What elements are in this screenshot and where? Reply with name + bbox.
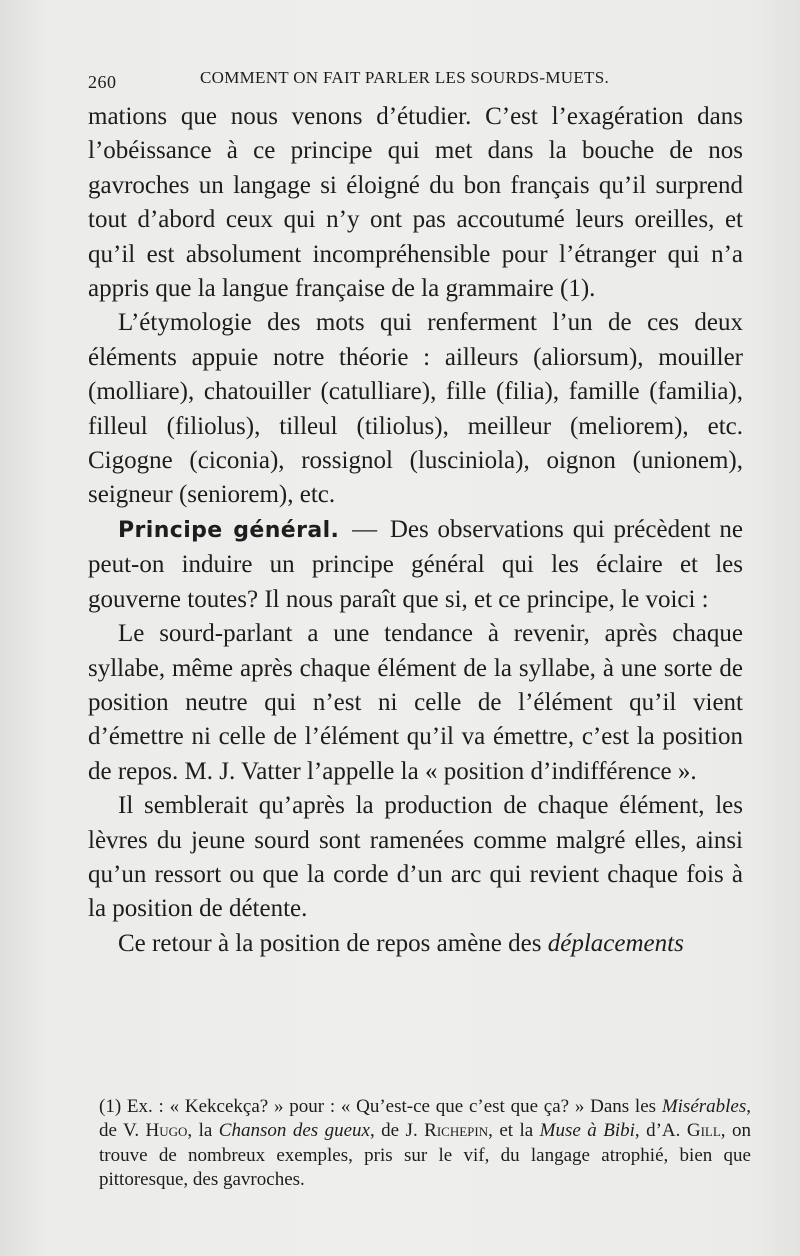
footnote-author-hugo: Hugo: [145, 1120, 188, 1142]
em-dash: —: [352, 515, 378, 543]
section-heading: Principe général.: [118, 517, 340, 543]
footnote-text: , et la: [488, 1120, 534, 1142]
paragraph-principe-text: Des observations qui précèdent ne peut-on induire un principe général qui les éclaire et les gouverne toutes? Il nous paraît que si, et ce principe, le voici :: [88, 515, 743, 613]
paragraph-levres: Il semblerait qu’après la production de chaque élément, les lèvres du jeune sourd sont ramenées comme malgré elles, ainsi qu’un ressort ou que la corde d’un arc qui revient chaque fois à la position de détente.: [88, 792, 743, 923]
page-number: 260: [88, 72, 117, 92]
running-header: [88, 64, 648, 94]
footnote: [99, 1095, 751, 1193]
paragraph-retour-text: Ce retour à la position de repos amène des: [118, 929, 542, 957]
footnote-title-chanson: Chanson des gueux: [218, 1120, 370, 1142]
paragraph-principe-general: [88, 513, 743, 617]
running-title: COMMENT ON FAIT PARLER LES SOURDS-MUETS.: [200, 68, 610, 87]
footnote-author-richepin: Richepin: [424, 1120, 489, 1142]
footnote-title-muse: Muse à Bibi: [539, 1120, 635, 1142]
footnote-text: , de V.: [99, 1096, 752, 1142]
main-text: [88, 100, 743, 961]
paragraph-sourd-parlant: Le sourd-parlant a une tendance à revenir, après chaque syllabe, même après chaque élément de la syllabe, à une sorte de position neutre qui n’est ni celle de l’élément qu’il vient d’émettre ni celle de l’élément qu’il va émettre, c’est la position de repos. M. J. Vatter l’appelle la « position d’indifférence ».: [88, 620, 743, 785]
footnote-title-miserables: Misérables: [661, 1096, 747, 1117]
paragraph-etymology: L’étymologie des mots qui renferment l’un de ces deux éléments appuie notre théorie : ailleurs (aliorsum), mouiller (molliare), chatouiller (catulliare), fille (filia), famille (familia), filleul (filiolus), tilleul (tiliolus), meilleur (meliorem), etc. Cigogne (ciconia), rossignol (lusciniola), oignon (unionem), seigneur (seniorem), etc.: [88, 309, 743, 509]
paragraph-continuation: mations que nous venons d’étudier. C’est l’exagération dans l’obéissance à ce principe qui met dans la bouche de nos gavroches un langage si éloigné du bon français qu’il surprend tout d’abord ceux qui n’y ont pas accoutumé leurs oreilles, et qu’il est absolument incompréhensible pour l’étranger qui n’a appris que la langue française de la grammaire (1).: [88, 103, 743, 303]
footnote-text: , on trouve de nombreux exemples, pris sur le vif, du langage atrophié, bien que pittoresque, des gavroches.: [99, 1120, 751, 1191]
footnote-text: , d’A.: [634, 1120, 681, 1142]
footnote-author-gill: Gill: [686, 1120, 721, 1142]
italic-word: déplacements: [547, 929, 684, 957]
footnote-text: , de J.: [369, 1120, 418, 1142]
footnote-text: , la: [187, 1120, 213, 1142]
footnote-text: (1) Ex. : « Kekcekça? » pour : « Qu’est-ce que c’est que ça? » Dans les: [99, 1096, 657, 1117]
paragraph-retour: [88, 927, 743, 961]
